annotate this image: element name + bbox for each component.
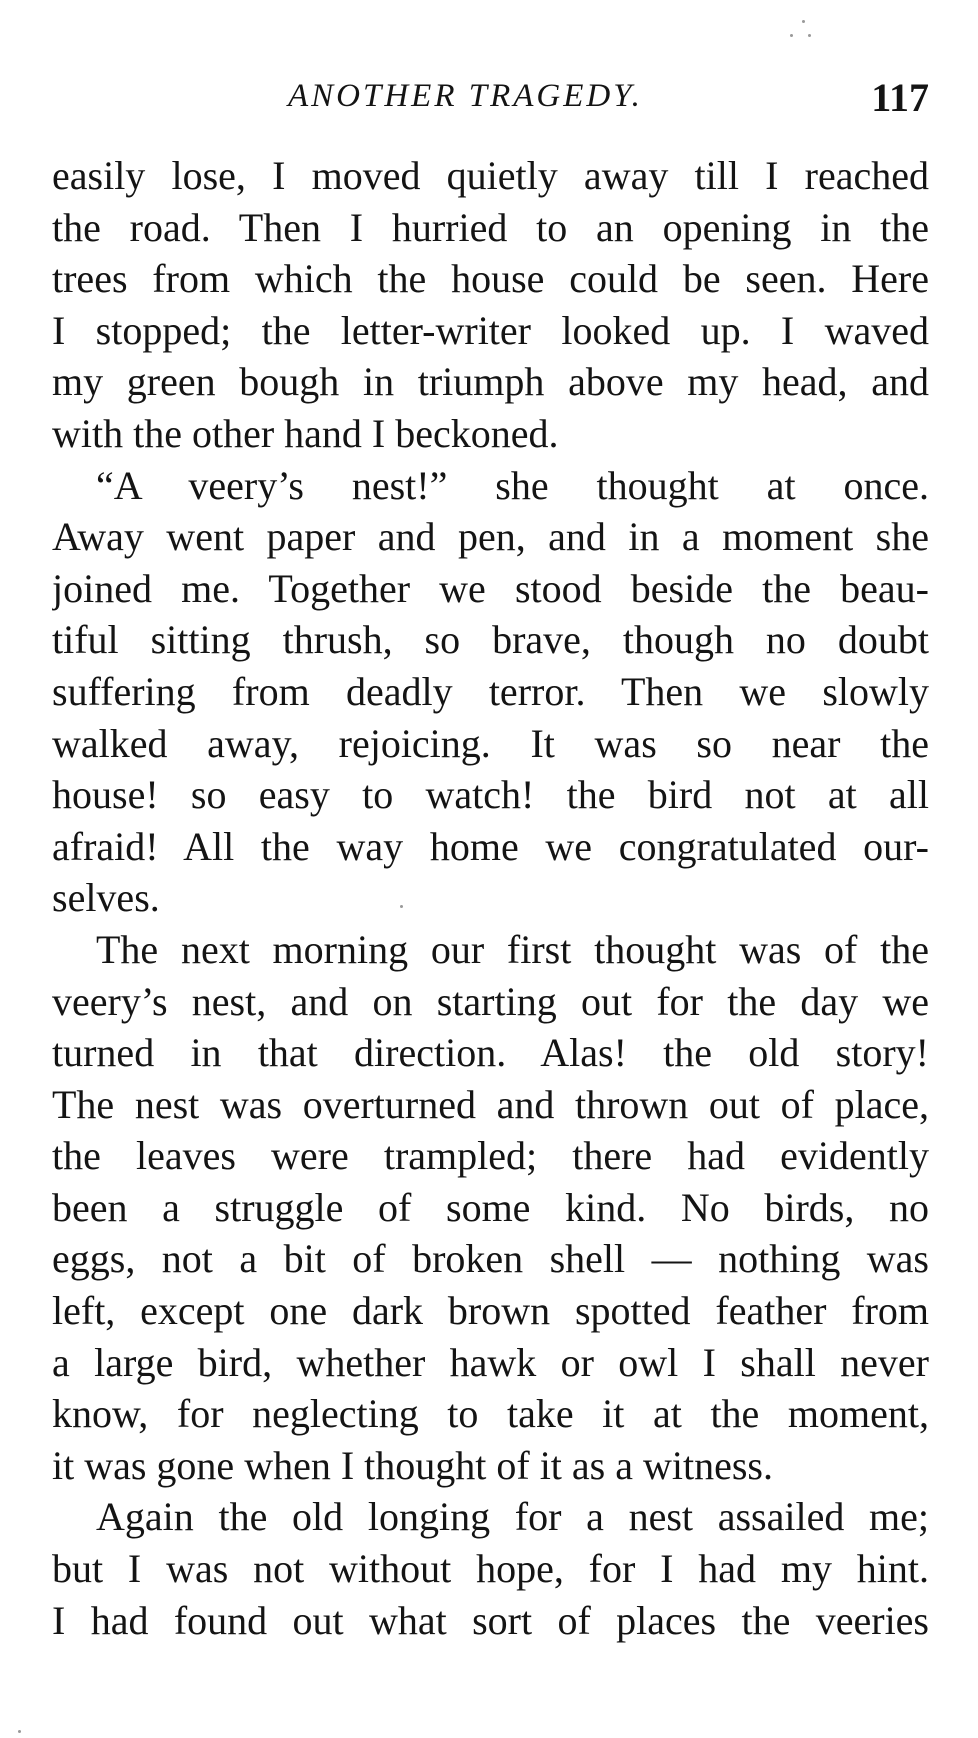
text-line: Away went paper and pen, and in a moment she [52,514,929,560]
text-line: I had found out what sort of places the veeries [52,1597,929,1643]
text-line: joined me. Together we stood beside the beau- [52,565,929,611]
running-title: ANOTHER TRAGEDY. [288,78,643,114]
text-line: my green bough in triumph above my head, and [52,359,929,405]
text-line: house! so easy to watch! the bird not at all [52,772,929,818]
text-line: turned in that direction. Alas! the old story! [52,1030,929,1076]
text-line: been a struggle of some kind. No birds, no [52,1184,929,1230]
text-line: The nest was overturned and thrown out of place, [52,1081,929,1127]
text-line: “A veery’s nest!” she thought at once. [96,462,929,508]
paper-speck [790,34,793,37]
text-line: walked away, rejoicing. It was so near the [52,720,929,766]
text-line: I stopped; the letter-writer looked up. I waved [52,307,929,353]
text-line: veery’s nest, and on starting out for the day we [52,978,929,1024]
text-line: a large bird, whether hawk or owl I shall never [52,1339,929,1385]
text-line: trees from which the house could be seen. Here [52,256,929,302]
text-line: Again the old longing for a nest assailed me; [96,1494,929,1540]
text-line: the road. Then I hurried to an opening in the [52,204,929,250]
paper-speck [18,1730,21,1733]
text-line: it was gone when I thought of it as a witness. [52,1442,773,1488]
body-text [52,150,929,1646]
paper-speck [808,34,811,37]
text-line: know, for neglecting to take it at the moment, [52,1391,929,1437]
text-line: but I was not without hope, for I had my hint. [52,1546,929,1592]
text-line: easily lose, I moved quietly away till I reached [52,153,929,198]
text-line: The next morning our first thought was of the [96,926,929,972]
text-line: afraid! All the way home we congratulated our- [52,823,929,869]
text-line: tiful sitting thrush, so brave, though no doubt [52,617,929,663]
text-line: suffering from deadly terror. Then we slowly [52,668,929,714]
page-number: 117 [871,75,929,120]
running-head [52,74,929,130]
text-line: with the other hand I beckoned. [52,410,559,456]
text-line: left, except one dark brown spotted feather from [52,1288,929,1334]
paper-speck [802,20,805,23]
paper-speck [400,905,403,908]
text-line: the leaves were trampled; there had evidently [52,1133,929,1179]
text-line: selves. [52,875,160,921]
text-line: eggs, not a bit of broken shell — nothing was [52,1236,929,1282]
